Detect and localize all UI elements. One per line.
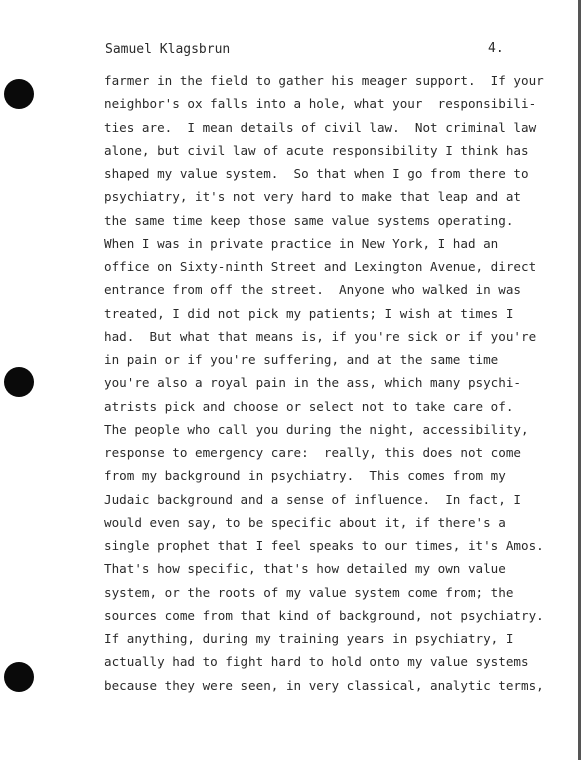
text-line: atrists pick and choose or select not to take care of. <box>104 398 514 414</box>
text-line: because they were seen, in very classical, analytic terms, <box>104 677 544 693</box>
text-line: would even say, to be specific about it, if there's a <box>104 514 506 530</box>
text-line: When I was in private practice in New York, I had an <box>104 235 499 251</box>
text-line: system, or the roots of my value system come from; the <box>104 584 514 600</box>
text-line: the same time keep those same value systems operating. <box>104 212 514 228</box>
page-number: 4. <box>488 41 504 56</box>
text-line: If anything, during my training years in psychiatry, I <box>104 631 514 646</box>
text-line: had. But what that means is, if you're sick or if you're <box>104 328 537 344</box>
binder-hole-middle <box>4 367 34 397</box>
text-line: ties are. I mean details of civil law. Not criminal law <box>104 119 537 135</box>
text-line: you're also a royal pain in the ass, which many psychi- <box>104 375 522 391</box>
text-line: treated, I did not pick my patients; I wish at times I <box>104 305 514 321</box>
binder-hole-top <box>4 79 34 109</box>
text-line: psychiatry, it's not very hard to make that leap and at <box>104 189 522 205</box>
text-line: entrance from off the street. Anyone who walked in was <box>104 282 522 298</box>
binder-hole-bottom <box>4 662 34 692</box>
text-line: The people who call you during the night, accessibility, <box>104 421 529 437</box>
text-line: sources come from that kind of background, not psychiatry. <box>104 607 544 623</box>
running-header-name: Samuel Klagsbrun <box>105 42 231 57</box>
text-line: farmer in the field to gather his meager support. If your <box>104 73 544 88</box>
text-line: single prophet that I feel speaks to our times, it's Amos. <box>104 538 544 553</box>
text-line: That's how specific, that's how detailed my own value <box>104 561 506 577</box>
text-line: response to emergency care: really, this does not come <box>104 445 522 460</box>
text-line: neighbor's ox falls into a hole, what your responsibili- <box>104 96 537 112</box>
transcript-body <box>104 69 544 697</box>
text-line: office on Sixty-ninth Street and Lexington Avenue, direct <box>104 259 537 274</box>
text-line: from my background in psychiatry. This comes from my <box>104 468 506 484</box>
text-line: actually had to fight hard to hold onto my value systems <box>104 654 529 670</box>
text-line: shaped my value system. So that when I go from there to <box>104 166 529 181</box>
text-line: in pain or if you're suffering, and at the same time <box>104 352 499 367</box>
text-line: alone, but civil law of acute responsibility I think has <box>104 142 529 158</box>
text-line: Judaic background and a sense of influence. In fact, I <box>104 491 522 507</box>
